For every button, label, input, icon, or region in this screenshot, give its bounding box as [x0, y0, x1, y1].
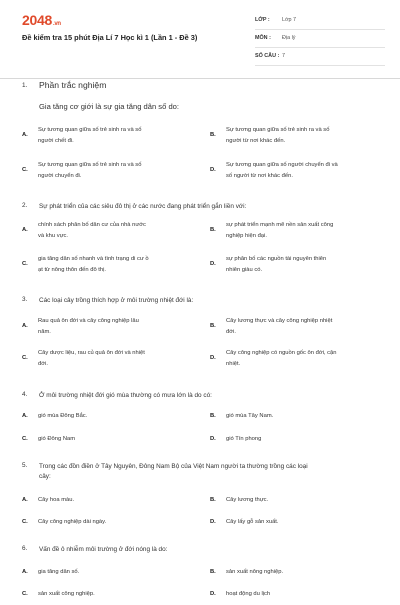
question-number: 2.: [22, 202, 28, 209]
question-text: Các loại cây trồng thích hợp ở môi trường nhiệt đới là:: [39, 297, 194, 304]
option-letter: B.: [210, 413, 216, 419]
question-6: [22, 545, 386, 605]
question-number: 3.: [22, 296, 28, 303]
question-text: Gia tăng cơ giới là sự gia tăng dân số do:: [39, 102, 179, 111]
option-letter: D.: [210, 355, 216, 361]
option-text: Cây lấy gỗ sản xuất.: [226, 519, 279, 525]
option-line: Sự tương quan giữa số người chuyển đi và: [226, 162, 338, 168]
option-text: [226, 220, 390, 241]
option-text: [38, 160, 202, 181]
option-text: sản xuất công nghiệp.: [38, 591, 95, 597]
info-label: MÔN :: [255, 35, 271, 41]
option-line: Rau quả ôn đới và cây công nghiệp lâu: [38, 318, 139, 324]
option-letter: B.: [210, 227, 216, 233]
option-letter: B.: [210, 132, 216, 138]
option-letter: D.: [210, 261, 216, 267]
info-value: Lớp 7: [282, 17, 297, 23]
option-text: gió Tín phong: [226, 436, 262, 442]
question-1: [22, 80, 386, 190]
question-text: Ở môi trường nhiệt đới gió mùa thường có mưa lớn là do có:: [39, 392, 212, 399]
option-line: nghiệp hiện đại.: [226, 232, 267, 239]
option-line: chính sách phân bố dân cư của nhà nước: [38, 222, 146, 228]
option-letter: C.: [22, 519, 28, 525]
info-label: SỐ CÂU :: [255, 53, 280, 59]
exam-title: Đề kiểm tra 15 phút Địa Lí 7 Học kì 1 (Lần 1 - Đề 3): [22, 33, 198, 42]
option-letter: D.: [210, 519, 216, 525]
option-line: người chuyển đi.: [38, 172, 82, 179]
option-line: người chết đi.: [38, 137, 74, 144]
option-letter: D.: [210, 167, 216, 173]
option-text: [38, 125, 202, 146]
question-text: Vấn đề ô nhiễm môi trường ở đới nóng là do:: [39, 546, 168, 553]
info-row-count: [255, 48, 385, 66]
question-3: [22, 296, 386, 376]
option-line: Sự tương quan giữa số trẻ sinh ra và số: [38, 162, 142, 168]
option-text: hoạt động du lịch: [226, 591, 271, 597]
option-line: và khu vực.: [38, 232, 68, 239]
option-text: sản xuất nông nghiệp.: [226, 569, 284, 575]
option-line: sự phát triển mạnh mẽ nền sản xuất công: [226, 222, 334, 228]
option-line: đới.: [226, 328, 236, 335]
option-letter: A.: [22, 569, 28, 575]
question-line: Trong các đồn điền ở Tây Nguyên, Đông Nam Bộ của Việt Nam người ta thường trồng các loại: [39, 463, 308, 470]
option-text: Cây hoa màu.: [38, 497, 75, 503]
question-line: cây:: [39, 473, 51, 480]
option-letter: A.: [22, 323, 28, 329]
option-letter: B.: [210, 569, 216, 575]
question-number: 1.: [22, 82, 28, 89]
question-number: 4.: [22, 391, 28, 398]
option-text: gió mùa Tây Nam.: [226, 413, 274, 419]
info-value: Địa lý: [282, 35, 296, 41]
option-letter: C.: [22, 261, 28, 267]
site-logo[interactable]: [22, 12, 61, 28]
option-line: Sự tương quan giữa số trẻ sinh ra và số: [38, 127, 142, 133]
option-line: sự phân bố các nguồn tài nguyên thiên: [226, 256, 327, 262]
option-text: [226, 125, 390, 146]
question-2: [22, 202, 386, 282]
question-text: Sự phát triển của các siêu đô thị ở các nước đang phát triển gắn liền với:: [39, 203, 247, 210]
option-text: gia tăng dân số.: [38, 569, 80, 575]
page-header: [0, 0, 400, 79]
question-text: [39, 462, 386, 482]
question-number: 6.: [22, 545, 28, 552]
option-text: [38, 348, 202, 369]
exam-info-table: [255, 12, 385, 66]
option-letter: A.: [22, 413, 28, 419]
option-line: nhiệt.: [226, 360, 241, 367]
option-line: Cây lương thực và cây công nghiệp nhiệt: [226, 318, 333, 324]
option-letter: B.: [210, 497, 216, 503]
info-row-subject: [255, 30, 385, 48]
option-letter: A.: [22, 227, 28, 233]
option-line: số người từ nơi khác đến.: [226, 172, 293, 179]
option-letter: C.: [22, 436, 28, 442]
option-letter: A.: [22, 132, 28, 138]
option-text: Cây lương thực.: [226, 497, 269, 503]
option-letter: C.: [22, 167, 28, 173]
option-line: ạt từ nông thôn đến đô thị.: [38, 266, 107, 273]
option-text: Cây công nghiệp dài ngày.: [38, 519, 107, 525]
option-text: [38, 220, 202, 241]
logo-text: 2048: [22, 12, 52, 28]
option-text: [226, 160, 390, 181]
option-text: [38, 254, 202, 275]
option-line: Cây công nghiệp có nguồn gốc ôn đới, cận: [226, 350, 337, 356]
option-line: đới.: [38, 360, 48, 367]
option-text: [226, 348, 390, 369]
option-line: Cây dược liệu, rau củ quả ôn đới và nhiệt: [38, 350, 145, 356]
option-line: gia tăng dân số nhanh và tình trạng di cư ồ: [38, 256, 149, 262]
option-letter: D.: [210, 591, 216, 597]
question-5: [22, 462, 386, 542]
option-text: [226, 316, 390, 337]
option-text: [226, 254, 390, 275]
option-line: năm.: [38, 328, 51, 335]
info-value: 7: [282, 53, 285, 59]
option-letter: D.: [210, 436, 216, 442]
option-text: [38, 316, 202, 337]
info-label: LỚP :: [255, 17, 270, 23]
option-letter: A.: [22, 497, 28, 503]
section-heading: Phần trắc nghiệm: [39, 80, 107, 90]
option-text: gió mùa Đông Bắc.: [38, 413, 88, 419]
option-line: nhiên giàu có.: [226, 266, 263, 273]
logo-domain: .vn: [52, 21, 61, 27]
option-text: gió Đông Nam: [38, 436, 76, 442]
option-letter: C.: [22, 355, 28, 361]
option-letter: B.: [210, 323, 216, 329]
info-row-class: [255, 12, 385, 30]
option-line: Sự tương quan giữa số trẻ sinh ra và số: [226, 127, 330, 133]
option-line: người từ nơi khác đến.: [226, 137, 286, 144]
question-number: 5.: [22, 462, 28, 469]
option-letter: C.: [22, 591, 28, 597]
question-4: [22, 391, 386, 451]
